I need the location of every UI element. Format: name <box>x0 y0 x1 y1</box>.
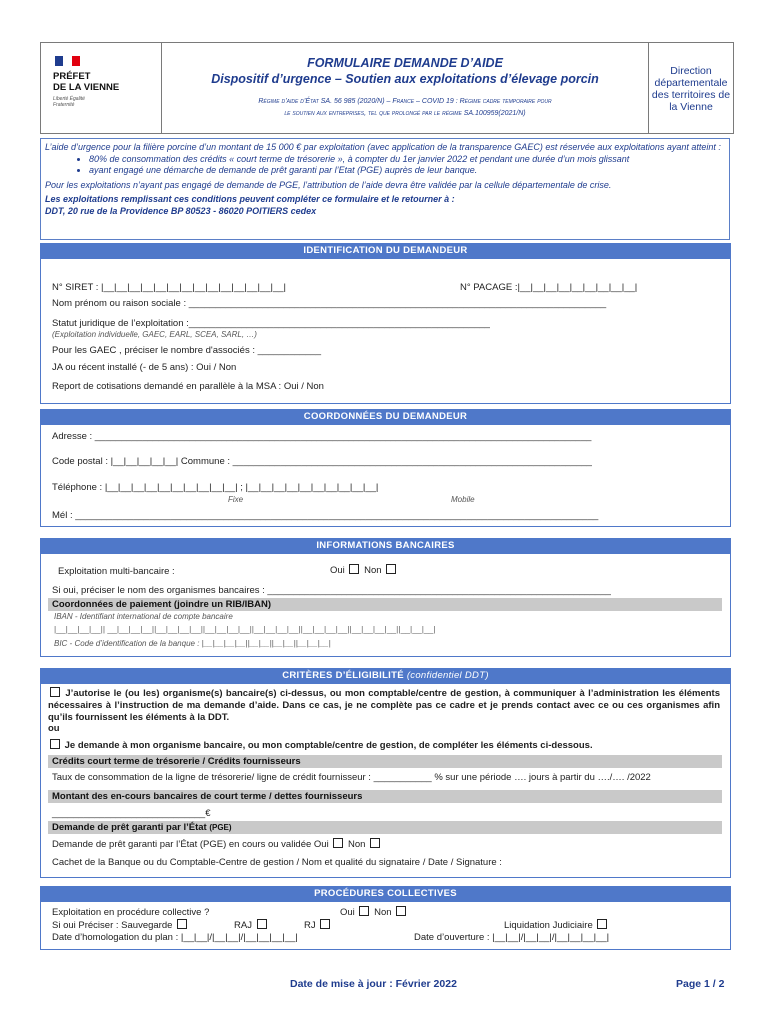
montant-title: Montant des en-cours bancaires de court terme / dettes fournisseurs <box>48 790 722 803</box>
procedure-non-checkbox[interactable] <box>396 906 406 916</box>
autorise-checkbox[interactable] <box>50 687 60 697</box>
pacage-field[interactable]: N° PACAGE :|__|__|__|__|__|__|__|__|__| <box>460 282 638 293</box>
demande-checkbox[interactable] <box>50 739 60 749</box>
iban-label: IBAN - Identifiant international de compte bancaire <box>54 612 233 621</box>
liquidation-label: Liquidation Judiciaire <box>504 920 593 931</box>
form-subtitle: Dispositif d’urgence – Soutien aux exploitations d’élevage porcin <box>211 72 599 86</box>
demande-option <box>48 739 593 751</box>
ou-text: ou <box>48 723 60 734</box>
oui-label: Oui <box>330 565 345 576</box>
liquidation-checkbox[interactable] <box>597 919 607 929</box>
footer-date: Date de mise à jour : Février 2022 <box>290 978 457 990</box>
multi-bancaire-label: Exploitation multi-bancaire : <box>58 566 175 577</box>
code-postal-field[interactable]: Code postal : |__|__|__|__|__| Commune : ____________________________________________________________________ <box>52 456 592 467</box>
intro-box <box>40 138 730 240</box>
logo-cell <box>41 43 162 133</box>
ja-field[interactable]: JA ou récent installé (- de 5 ans) : Oui / Non <box>52 362 237 373</box>
pge-title <box>48 821 722 834</box>
prefet-logo-text: PRÉFET DE LA VIENNE <box>53 71 120 93</box>
rj-option <box>304 919 332 931</box>
montant-field[interactable]: _____________________________€ <box>52 808 211 819</box>
non-checkbox[interactable] <box>386 564 396 574</box>
procedure-oui-label: Oui <box>340 907 355 918</box>
autorise-option <box>48 687 720 724</box>
mel-field[interactable]: Mél : ___________________________________________________________________________________________________ <box>52 510 599 521</box>
rj-label: RJ <box>304 920 316 931</box>
oui-checkbox[interactable] <box>349 564 359 574</box>
title-cell <box>162 43 649 133</box>
taux-field[interactable]: Taux de consommation de la ligne de trésorerie/ ligne de crédit fournisseur : ___________ % sur une période …. jours à partir du …./…. /2022 <box>52 772 651 783</box>
regime-text: Régime d’aide d’État SA. 56 985 (2020/N) – France – COVID 19 : Régime cadre temporaire pour le soutien aux entreprises, tel que prolongé par le régime SA.100959(2021/N) <box>258 98 552 117</box>
pge-non-checkbox[interactable] <box>370 838 380 848</box>
procedures-bar: PROCÉDURES COLLECTIVES <box>40 886 731 901</box>
intro-p3: Les exploitations remplissant ces conditions peuvent compléter ce formulaire et le retourner à : <box>45 194 455 204</box>
homologation-field[interactable]: Date d’homologation du plan : |__|__|/|__|__|/|__|__|__|__| <box>52 932 298 943</box>
rib-title: Coordonnées de paiement (joindre un RIB/IBAN) <box>48 598 722 611</box>
pge-line <box>52 838 382 850</box>
identification-bar: IDENTIFICATION DU DEMANDEUR <box>40 243 731 258</box>
siret-field[interactable]: N° SIRET : |__|__|__|__|__|__|__|__|__|__|__|__|__|__| <box>52 282 286 293</box>
statut-hint: (Exploitation individuelle, GAEC, EARL, SCEA, SARL, …) <box>52 330 257 339</box>
nom-field[interactable]: Nom prénom ou raison sociale : _______________________________________________________________________________ <box>52 298 607 309</box>
liquidation-option <box>504 919 609 931</box>
msa-field[interactable]: Report de cotisations demandé en parallèle à la MSA : Oui / Non <box>52 381 324 392</box>
procedure-choice <box>340 906 408 918</box>
marianne-logo-icon <box>55 56 80 66</box>
raj-option <box>234 919 269 931</box>
direction-cell <box>649 43 733 133</box>
iban-field[interactable]: |__|__|__|__|| __|__|__|__||__|__|__|__||__|__|__|__||__|__|__|__||__|__|__|__||__|__|__|__||__|__|__| <box>54 624 436 634</box>
gaec-field[interactable]: Pour les GAEC , préciser le nombre d'associés : ____________ <box>52 345 322 356</box>
banque-bar: INFORMATIONS BANCAIRES <box>40 538 731 553</box>
fixe-label: Fixe <box>228 495 244 504</box>
bic-field[interactable]: BIC - Code d’identification de la banque : |__|__|__|__||__|__||__|__||__|__|__| <box>54 639 331 648</box>
direction-text: Direction départementale des territoires de la Vienne <box>651 65 731 113</box>
criteres-bar <box>40 668 731 683</box>
telephone-field[interactable]: Téléphone : |__|__|__|__|__|__|__|__|__|__| ; |__|__|__|__|__|__|__|__|__|__| <box>52 482 379 493</box>
footer-page: Page 1 / 2 <box>676 978 725 990</box>
criteres-title: CRITÈRES D’ÉLIGIBILITÉ <box>282 670 404 681</box>
autorise-text: J’autorise le (ou les) organisme(s) bancaire(s) ci-dessus, ou mon comptable/centre de gestion, à communiquer à l’administration les éléments nécessaires à l’instruction de ma demande d’aide. Dans ce cas, je ne complète pas ce cadre et je prends contact avec ce ou ces organismes afin qu’ils fournissent les éléments à la DDT. <box>48 688 720 723</box>
sauvegarde-label: Si oui Préciser : Sauvegarde <box>52 920 173 931</box>
mobile-label: Mobile <box>451 495 475 504</box>
criteres-note: (confidentiel DDT) <box>406 670 489 681</box>
devise-text: Liberté Égalité Fraternité <box>53 96 85 108</box>
header-table <box>40 42 734 134</box>
raj-label: RAJ <box>234 920 252 931</box>
intro-list <box>45 154 725 177</box>
procedure-question: Exploitation en procédure collective ? <box>52 907 210 918</box>
organismes-field[interactable]: Si oui, préciser le nom des organismes bancaires : _________________________________________________________________ <box>52 585 611 596</box>
intro-p2: Pour les exploitations n’ayant pas engagé de demande de PGE, l’attribution de l’aide devra être validée par la cellule départementale de crise. <box>45 179 612 190</box>
multi-bancaire-choice <box>330 564 398 576</box>
pge-oui-checkbox[interactable] <box>333 838 343 848</box>
credits-title: Crédits court terme de trésorerie / Crédits fournisseurs <box>48 755 722 768</box>
raj-checkbox[interactable] <box>257 919 267 929</box>
pge-text: Demande de prêt garanti par l’État (PGE) en cours ou validée Oui <box>52 839 329 850</box>
form-title: FORMULAIRE DEMANDE D’AIDE <box>307 56 503 70</box>
ouverture-field[interactable]: Date d’ouverture : |__|__|/|__|__|/|__|__|__|__| <box>414 932 610 943</box>
pge-title-text: Demande de prêt garanti par l’État <box>52 822 207 833</box>
pge-tag: (PGE) <box>209 823 232 832</box>
coordonnees-bar: COORDONNÉES DU DEMANDEUR <box>40 409 731 424</box>
procedure-oui-checkbox[interactable] <box>359 906 369 916</box>
pge-non-label: Non <box>347 839 366 850</box>
rj-checkbox[interactable] <box>320 919 330 929</box>
intro-p1: L’aide d’urgence pour la filière porcine d’un montant de 15 000 € par exploitation (avec application de la transparence GAEC) est réservée aux exploitations ayant atteint : <box>45 142 721 152</box>
sauvegarde-option <box>52 919 189 931</box>
adresse-field[interactable]: Adresse : ______________________________________________________________________________________________ <box>52 431 592 442</box>
demande-text: Je demande à mon organisme bancaire, ou mon comptable/centre de gestion, de compléter les éléments ci-dessous. <box>64 740 593 751</box>
intro-bullet-1: • 80% de consommation des crédits « court terme de trésorerie », à compter du 1er janvier 2022 et pendant une durée d’un mois glissant <box>89 154 725 166</box>
cachet-text: Cachet de la Banque ou du Comptable-Centre de gestion / Nom et qualité du signataire / Date / Signature : <box>52 857 502 868</box>
procedure-non-label: Non <box>374 907 392 918</box>
intro-bullet-2: • ayant engagé une démarche de demande de prêt garanti par l’Etat (PGE) auprès de leur banque. <box>89 165 725 177</box>
non-label: Non <box>364 565 382 576</box>
sauvegarde-checkbox[interactable] <box>177 919 187 929</box>
statut-field[interactable]: Statut juridique de l’exploitation :_________________________________________________________ <box>52 318 490 329</box>
intro-address: DDT, 20 rue de la Providence BP 80523 - 86020 POITIERS cedex <box>45 205 317 216</box>
